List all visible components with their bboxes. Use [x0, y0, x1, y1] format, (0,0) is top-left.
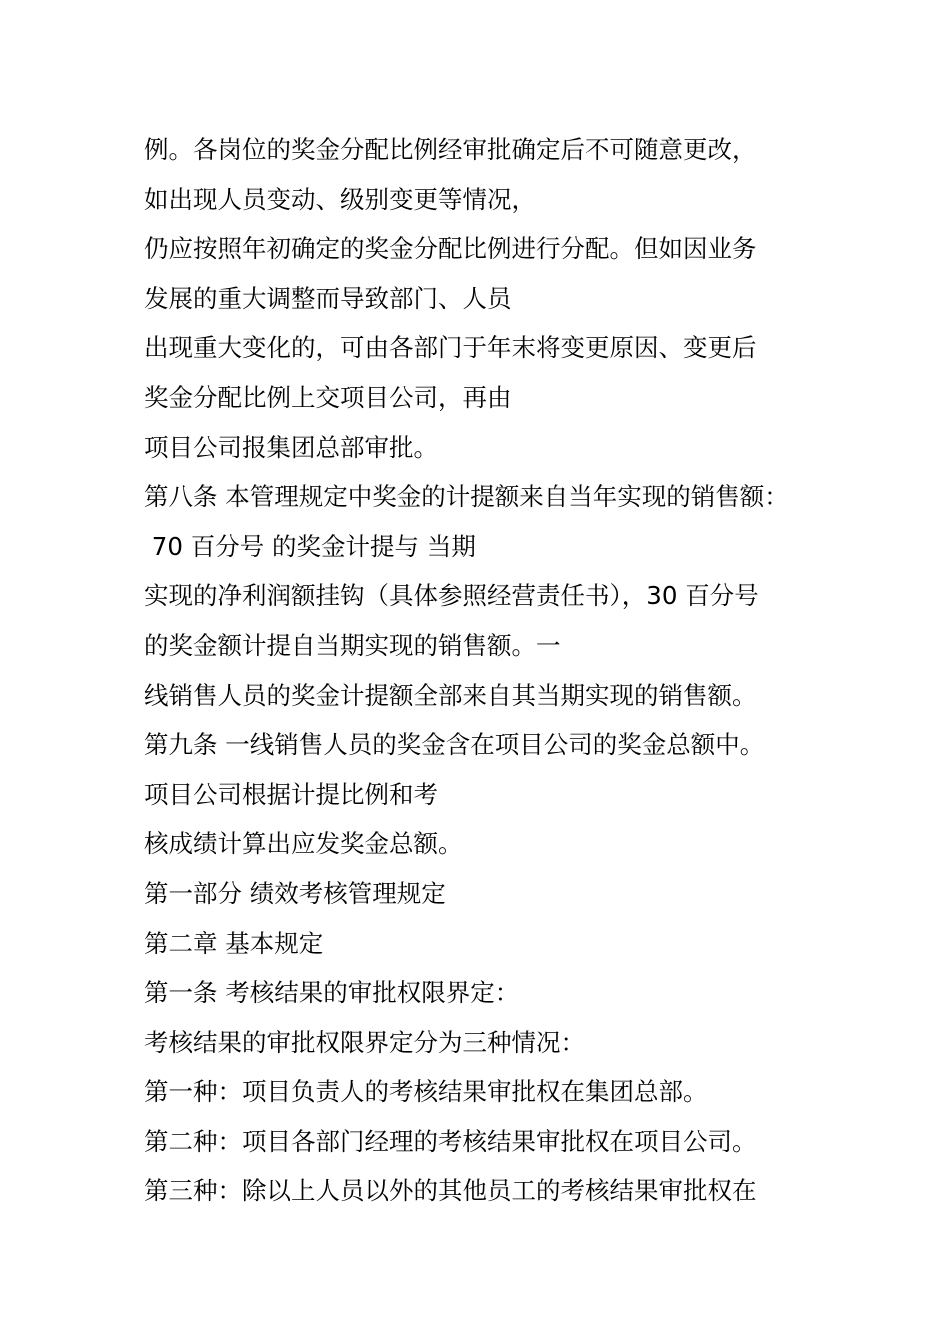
text-line: 线销售人员的奖金计提额全部来自其当期实现的销售额。 — [144, 680, 757, 710]
text-line: 考核结果的审批权限界定分为三种情况： — [144, 1027, 585, 1057]
chapter-heading: 第二章 基本规定 — [144, 928, 324, 958]
text-line: 项目公司报集团总部审批。 — [144, 432, 438, 462]
text-line: 的奖金额计提自当期实现的销售额。一 — [144, 630, 561, 660]
text-line: 出现重大变化的，可由各部门于年末将变更原因、变更后 — [144, 333, 757, 363]
text-line: 实现的净利润额挂钩（具体参照经营责任书），30 百分号 — [144, 581, 759, 611]
text-line: 项目公司根据计提比例和考 — [144, 779, 438, 809]
text-line: 70 百分号 的奖金计提与 当期 — [144, 531, 476, 561]
document-body — [144, 125, 864, 1216]
list-item: 第二种：项目各部门经理的考核结果审批权在项目公司。 — [144, 1126, 757, 1156]
text-line: 例。各岗位的奖金分配比例经审批确定后不可随意更改， — [144, 135, 757, 164]
article-1-heading-line: 第一条 考核结果的审批权限界定： — [144, 978, 520, 1008]
list-item: 第一种：项目负责人的考核结果审批权在集团总部。 — [144, 1077, 708, 1107]
text-line: 奖金分配比例上交项目公司，再由 — [144, 382, 512, 412]
article-9-heading-line: 第九条 一线销售人员的奖金含在项目公司的奖金总额中。 — [144, 730, 765, 760]
text-line: 发展的重大调整而导致部门、人员 — [144, 283, 512, 313]
list-item: 第三种：除以上人员以外的其他员工的考核结果审批权在 — [144, 1176, 757, 1206]
text-line: 核成绩计算出应发奖金总额。 — [144, 829, 463, 859]
text-line: 如出现人员变动、级别变更等情况， — [144, 184, 536, 214]
text-line: 仍应按照年初确定的奖金分配比例进行分配。但如因业务 — [144, 234, 757, 264]
article-8-heading-line: 第八条 本管理规定中奖金的计提额来自当年实现的销售额： — [144, 482, 789, 512]
part-heading: 第一部分 绩效考核管理规定 — [144, 878, 446, 908]
